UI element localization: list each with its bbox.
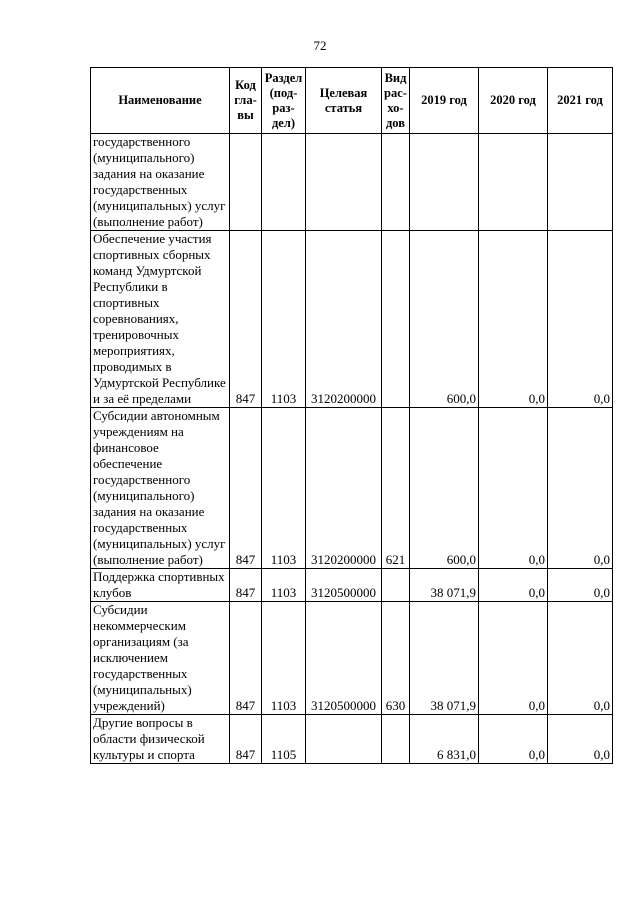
table-row xyxy=(91,134,613,231)
cell-2021: 0,0 xyxy=(548,715,613,764)
cell-expense: 621 xyxy=(382,408,410,569)
cell-2021: 0,0 xyxy=(548,231,613,408)
budget-table xyxy=(90,67,613,764)
cell-2020: 0,0 xyxy=(479,231,548,408)
cell-2020: 0,0 xyxy=(479,715,548,764)
cell-name: Субсидии автономным учреждениям на финансовое обеспечение государственного (муниципального) задания на оказание государственных (муниципальных) услуг (выполнение работ) xyxy=(91,408,230,569)
cell-expense xyxy=(382,569,410,602)
header-section: Раздел (под-раз-дел) xyxy=(262,68,306,134)
cell-ministry: 847 xyxy=(230,408,262,569)
header-name: Наименование xyxy=(91,68,230,134)
cell-section: 1103 xyxy=(262,408,306,569)
cell-2020 xyxy=(479,134,548,231)
cell-2019: 38 071,9 xyxy=(410,602,479,715)
table-row xyxy=(91,231,613,408)
cell-2019: 600,0 xyxy=(410,408,479,569)
cell-name: государственного (муниципального) задания на оказание государственных (муниципальных) услуг (выполнение работ) xyxy=(91,134,230,231)
cell-target xyxy=(306,134,382,231)
cell-expense xyxy=(382,231,410,408)
table-header-row xyxy=(91,68,613,134)
cell-name: Другие вопросы в области физической культуры и спорта xyxy=(91,715,230,764)
table-row xyxy=(91,715,613,764)
cell-2020: 0,0 xyxy=(479,602,548,715)
cell-ministry: 847 xyxy=(230,715,262,764)
header-ministry: Код гла-вы xyxy=(230,68,262,134)
cell-ministry: 847 xyxy=(230,569,262,602)
cell-section: 1103 xyxy=(262,569,306,602)
header-expense: Вид рас-хо-дов xyxy=(382,68,410,134)
cell-section xyxy=(262,134,306,231)
cell-2020: 0,0 xyxy=(479,408,548,569)
table-row xyxy=(91,408,613,569)
header-2019: 2019 год xyxy=(410,68,479,134)
cell-2020: 0,0 xyxy=(479,569,548,602)
cell-target: 3120200000 xyxy=(306,408,382,569)
table-row xyxy=(91,569,613,602)
cell-name: Субсидии некоммерческим организациям (за исключением государственных (муниципальных) учреждений) xyxy=(91,602,230,715)
table-row xyxy=(91,602,613,715)
cell-2019: 600,0 xyxy=(410,231,479,408)
cell-2021 xyxy=(548,134,613,231)
page-number: 72 xyxy=(313,38,327,53)
cell-ministry xyxy=(230,134,262,231)
cell-2021: 0,0 xyxy=(548,408,613,569)
header-2021: 2021 год xyxy=(548,68,613,134)
header-2020: 2020 год xyxy=(479,68,548,134)
cell-target: 3120200000 xyxy=(306,231,382,408)
cell-2021: 0,0 xyxy=(548,569,613,602)
header-target: Целевая статья xyxy=(306,68,382,134)
cell-2019 xyxy=(410,134,479,231)
cell-expense xyxy=(382,715,410,764)
cell-name: Обеспечение участия спортивных сборных команд Удмуртской Республики в спортивных соревнованиях, тренировочных мероприятиях, проводимых в Удмуртской Республике и за её пределами xyxy=(91,231,230,408)
cell-section: 1105 xyxy=(262,715,306,764)
cell-2021: 0,0 xyxy=(548,602,613,715)
cell-ministry: 847 xyxy=(230,231,262,408)
cell-expense xyxy=(382,134,410,231)
cell-target: 3120500000 xyxy=(306,569,382,602)
cell-ministry: 847 xyxy=(230,602,262,715)
cell-target xyxy=(306,715,382,764)
cell-section: 1103 xyxy=(262,602,306,715)
cell-section: 1103 xyxy=(262,231,306,408)
cell-expense: 630 xyxy=(382,602,410,715)
cell-target: 3120500000 xyxy=(306,602,382,715)
cell-2019: 6 831,0 xyxy=(410,715,479,764)
cell-2019: 38 071,9 xyxy=(410,569,479,602)
cell-name: Поддержка спортивных клубов xyxy=(91,569,230,602)
